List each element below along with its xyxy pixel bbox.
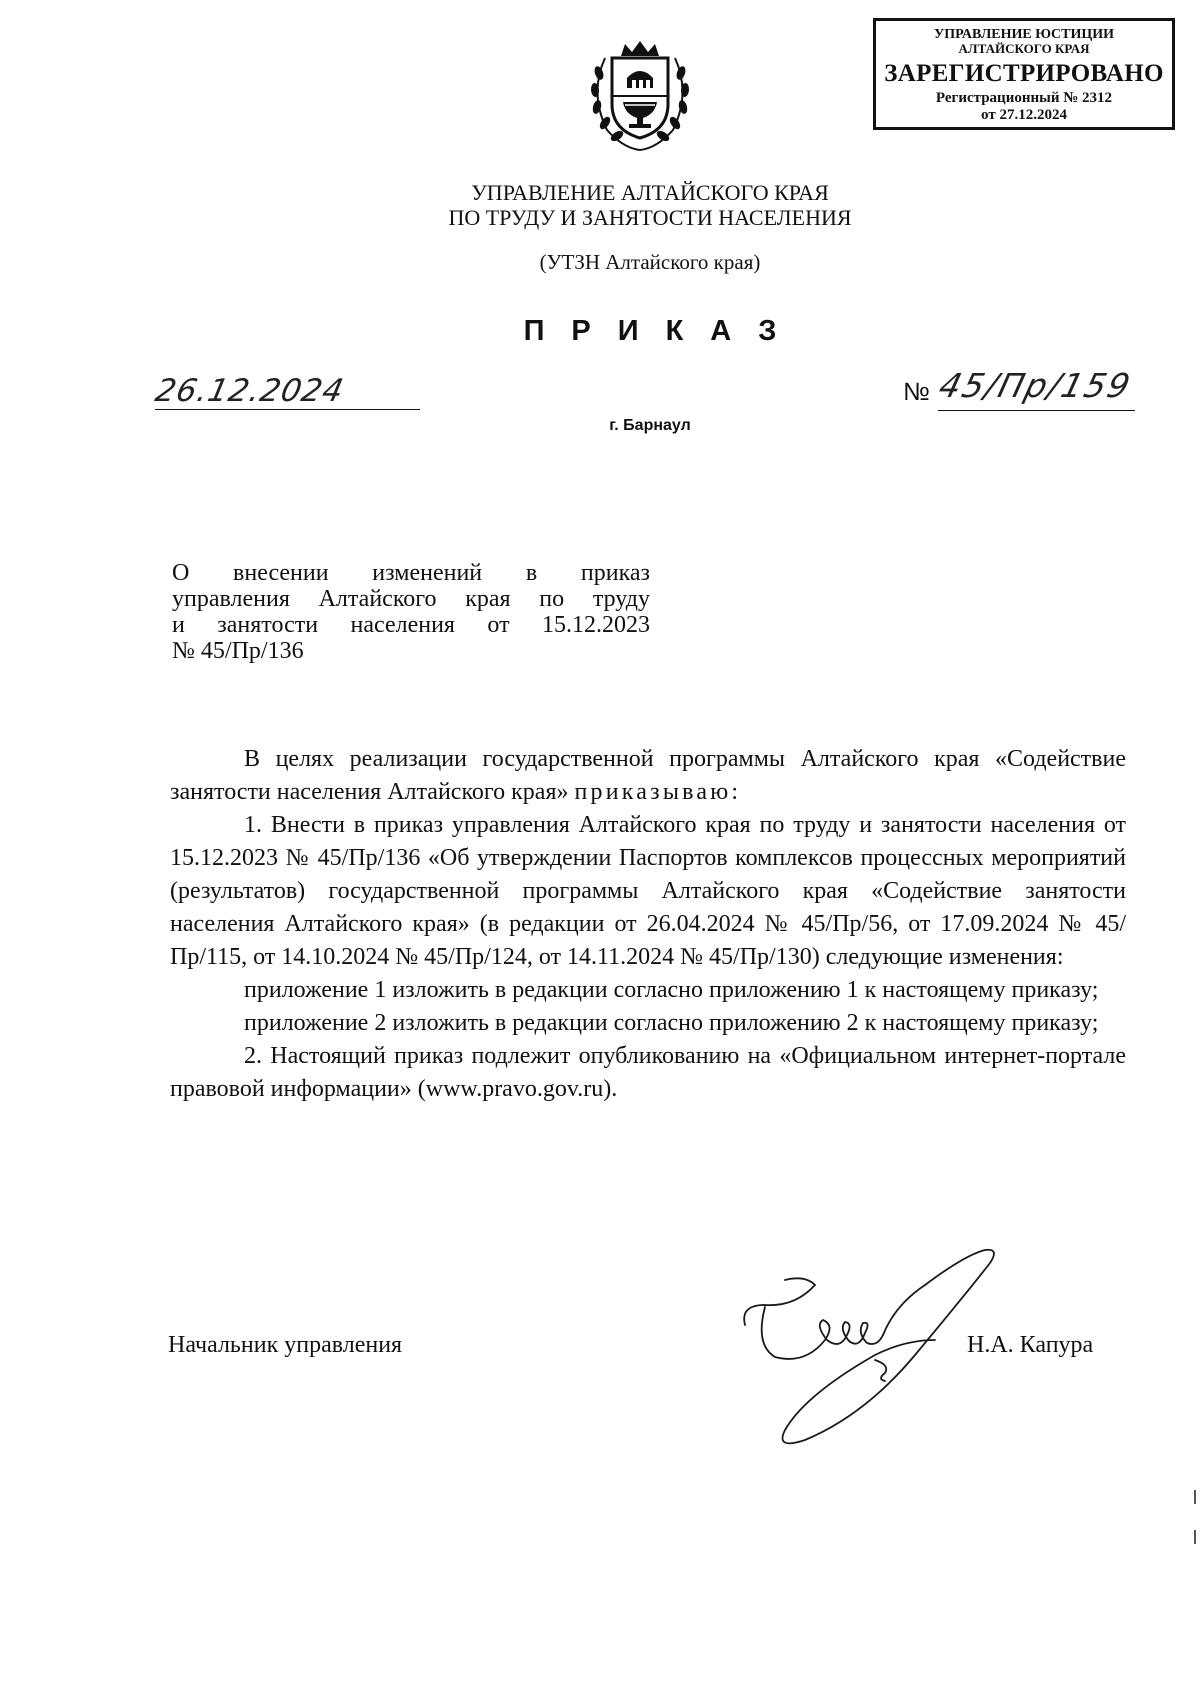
org-name-line-2: ПО ТРУДУ И ЗАНЯТОСТИ НАСЕЛЕНИЯ [448,205,852,230]
subject-line-1: О внесении изменений в приказ [172,560,650,586]
stamp-line-2: АЛТАЙСКОГО КРАЯ [958,41,1090,56]
document-number: 45/Пр/159 [935,366,1136,405]
stamp-reg-number: Регистрационный № 2312 [935,90,1113,106]
document-type-title: ПРИКАЗ [523,315,804,347]
org-abbreviation: (УТЗН Алтайского края) [539,250,761,274]
number-label: № [903,378,930,406]
signer-position: Начальник управления [168,1332,403,1358]
coat-of-arms-emblem [585,38,695,156]
subject-line-3: и занятости населения от 15.12.2023 [172,612,650,638]
scan-mark [1194,1490,1196,1504]
city: г. Барнаул [609,417,691,434]
document-body [170,743,1126,1106]
paragraph-annex-1: приложение 1 изложить в редакции согласно приложению 1 к настоящему приказу; [244,977,1099,1003]
stamp-reg-date: от 27.12.2024 [981,107,1067,123]
scan-mark [1194,1530,1196,1544]
date-underline [155,409,420,410]
preamble-text: В целях реализации государственной программы Алтайского края «Содействие занятости населения Алтайского края» [170,746,1126,805]
number-underline [938,410,1135,411]
org-name-line-1: УПРАВЛЕНИЕ АЛТАЙСКОГО КРАЯ [471,180,829,205]
paragraph-annex-2: приложение 2 изложить в редакции согласно приложению 2 к настоящему приказу; [244,1010,1099,1036]
document-subject [172,560,650,664]
stamp-line-1: УПРАВЛЕНИЕ ЮСТИЦИИ [934,27,1114,42]
stamp-registered: ЗАРЕГИСТРИРОВАНО [884,60,1164,87]
registration-stamp [873,18,1175,130]
paragraph-item-1: 1. Внести в приказ управления Алтайского края по труду и занятости населения от 15.12.2023 № 45/Пр/136 «Об утверждении Паспортов комплексов процессных мероприятий (результатов) государственной программы Алтайского края «Содействие занятости населения Алтайского края» (в редакции от 26.04.2024 № 45/Пр/56, от 17.09.2024 № 45/Пр/115, от 14.10.2024 № 45/Пр/124, от 14.11.2024 № 45/Пр/130) следующие изменения: [170,812,1126,970]
paragraph-preamble [170,743,1126,809]
signer-name: Н.А. Капура [967,1332,1094,1358]
subject-line-4: № 45/Пр/136 [172,638,304,664]
order-word: приказываю: [574,779,742,805]
paragraph-item-2: 2. Настоящий приказ подлежит опубликованию на «Официальном интернет-портале правовой информации» (www.pravo.gov.ru). [170,1043,1126,1102]
document-date: 26.12.2024 [152,373,348,409]
subject-line-2: управления Алтайского края по труду [172,586,650,612]
